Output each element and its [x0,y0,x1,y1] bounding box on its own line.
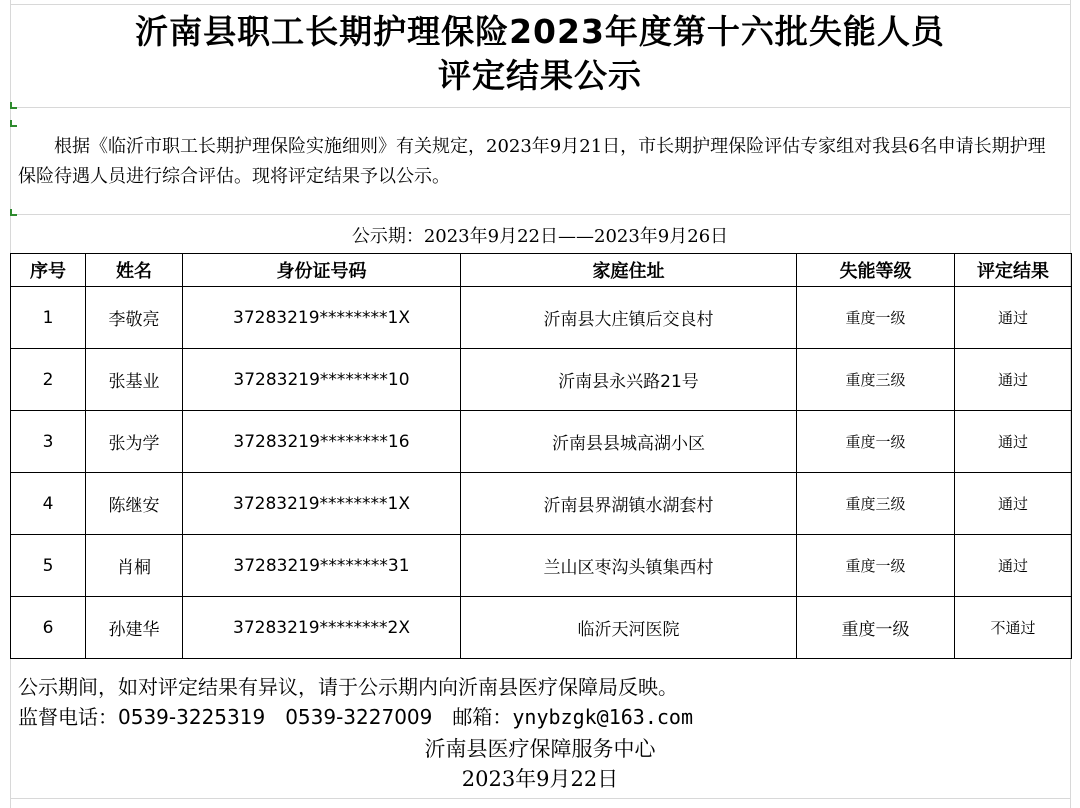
cell-disability-level: 重度三级 [797,349,955,411]
table-row [11,287,1072,349]
cell-result: 通过 [955,349,1072,411]
cell-name: 肖桐 [86,535,183,597]
cell-name: 陈继安 [86,473,183,535]
table-row [11,349,1072,411]
phone-label: 监督电话： [18,705,118,729]
cell-disability-level: 重度一级 [797,411,955,473]
cell-result: 通过 [955,287,1072,349]
title-line-2: 评定结果公示 [438,56,642,95]
cell-address: 沂南县界湖镇水湖套村 [461,473,797,535]
header-name: 姓名 [86,254,183,287]
cell-id-number: 37283219********1X [183,287,461,349]
header-id-number: 身份证号码 [183,254,461,287]
cell-disability-level: 重度一级 [797,597,955,659]
cell-result: 不通过 [955,597,1072,659]
contact-line [18,702,693,732]
cell-index: 2 [11,349,86,411]
cell-corner-mark [10,102,17,109]
page-title [10,10,1070,98]
header-index: 序号 [11,254,86,287]
phone-number-2: 0539-3227009 [285,705,433,729]
cell-address: 沂南县大庄镇后交良村 [461,287,797,349]
cell-index: 5 [11,535,86,597]
phone-number-1: 0539-3225319 [118,705,266,729]
title-line-1: 沂南县职工长期护理保险2023年度第十六批失能人员 [135,12,945,51]
cell-id-number: 37283219********10 [183,349,461,411]
cell-result: 通过 [955,411,1072,473]
header-result: 评定结果 [955,254,1072,287]
grid-line [10,107,1070,108]
header-disability-level: 失能等级 [797,254,955,287]
header-address: 家庭住址 [461,254,797,287]
table-row [11,597,1072,659]
table-row [11,535,1072,597]
objection-notice: 公示期间，如对评定结果有异议，请于公示期内向沂南县医疗保障局反映。 [18,675,678,699]
table-row [11,411,1072,473]
cell-id-number: 37283219********16 [183,411,461,473]
cell-id-number: 37283219********1X [183,473,461,535]
issuing-organization: 沂南县医疗保障服务中心 [424,737,656,761]
cell-result: 通过 [955,473,1072,535]
cell-index: 1 [11,287,86,349]
cell-disability-level: 重度一级 [797,535,955,597]
results-table [10,253,1072,659]
cell-name: 李敬亮 [86,287,183,349]
cell-corner-mark [10,120,17,127]
cell-name: 张为学 [86,411,183,473]
cell-index: 6 [11,597,86,659]
cell-name: 张基业 [86,349,183,411]
table-header-row [11,254,1072,287]
publicity-period: 公示期：2023年9月22日——2023年9月26日 [351,226,729,247]
cell-disability-level: 重度一级 [797,287,955,349]
cell-index: 3 [11,411,86,473]
cell-address: 沂南县永兴路21号 [461,349,797,411]
cell-disability-level: 重度三级 [797,473,955,535]
cell-id-number: 37283219********31 [183,535,461,597]
cell-address: 临沂天河医院 [461,597,797,659]
cell-corner-mark [10,209,17,216]
cell-index: 4 [11,473,86,535]
cell-id-number: 37283219********2X [183,597,461,659]
intro-paragraph: 根据《临沂市职工长期护理保险实施细则》有关规定，2023年9月21日，市长期护理保险评估专家组对我县6名申请长期护理保险待遇人员进行综合评估。现将评定结果予以公示。 [18,136,1046,187]
cell-address: 沂南县县城高湖小区 [461,411,797,473]
cell-result: 通过 [955,535,1072,597]
email-label: 邮箱： [452,705,513,729]
cell-name: 孙建华 [86,597,183,659]
table-row [11,473,1072,535]
grid-line [10,4,1070,5]
grid-line [10,798,1070,799]
issue-date: 2023年9月22日 [461,767,619,791]
grid-line [10,214,1070,215]
cell-address: 兰山区枣沟头镇集西村 [461,535,797,597]
email-address: ynybzgk@163.com [512,705,693,729]
